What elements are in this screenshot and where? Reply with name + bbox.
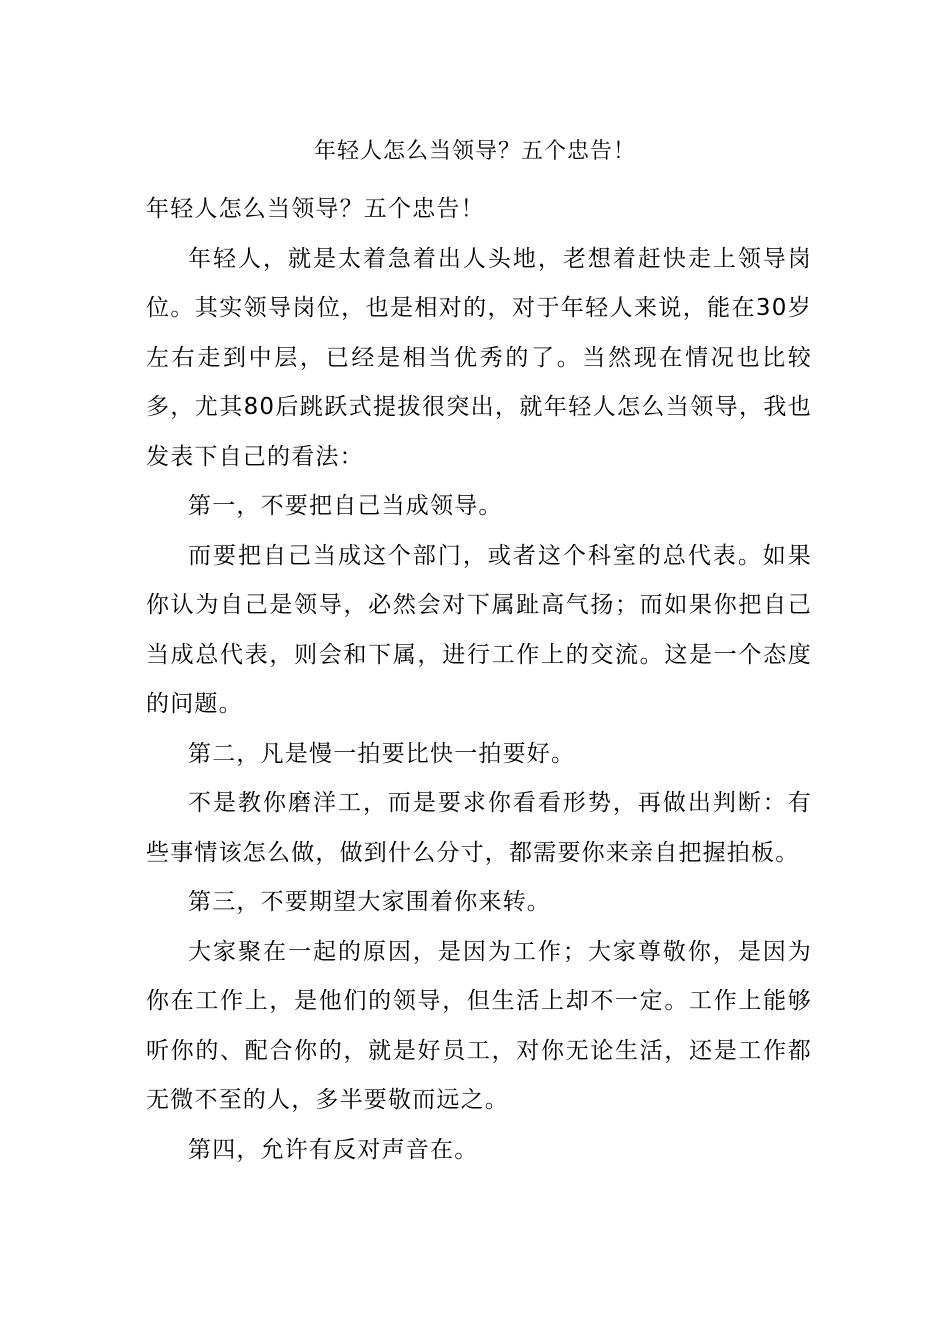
paragraph-heading: 第四，允许有反对声音在。 [188, 1136, 479, 1163]
paragraph: 不是教你磨洋工，而是要求你看看形势，再做出判断：有些事情该怎么做，做到什么分寸，都需要你来亲自把握拍板。 [146, 790, 812, 866]
paragraph-subtitle: 年轻人怎么当领导？五个忠告！ [146, 196, 485, 222]
paragraph: 年轻人，就是太着急着出人头地，老想着赶快走上领导岗位。其实领导岗位，也是相对的，对于年轻人来说，能在30岁左右走到中层，已经是相当优秀的了。当然现在情况也比较多，尤其80后跳跃式提拔很突出，就年轻人怎么当领导，我也发表下自己的看法： [146, 245, 812, 470]
paragraph: 而要把自己当成这个部门，或者这个科室的总代表。如果你认为自己是领导，必然会对下属趾高气扬；而如果你把自己当成总代表，则会和下属，进行工作上的交流。这是一个态度的问题。 [146, 542, 812, 717]
paragraph-heading: 第三，不要期望大家围着你来转。 [188, 889, 551, 915]
paragraph: 大家聚在一起的原因，是因为工作；大家尊敬你，是因为你在工作上，是他们的领导，但生活上却不一定。工作上能够听你的、配合你的，就是好员工，对你无论生活，还是工作都无微不至的人，多半要敬而远之。 [146, 938, 812, 1113]
paragraph-heading: 第二，凡是慢一拍要比快一拍要好。 [188, 740, 576, 767]
document-body [146, 185, 812, 1175]
paragraph-heading: 第一，不要把自己当成领导。 [188, 493, 503, 519]
document-title: 年轻人怎么当领导？五个忠告！ [313, 139, 636, 164]
